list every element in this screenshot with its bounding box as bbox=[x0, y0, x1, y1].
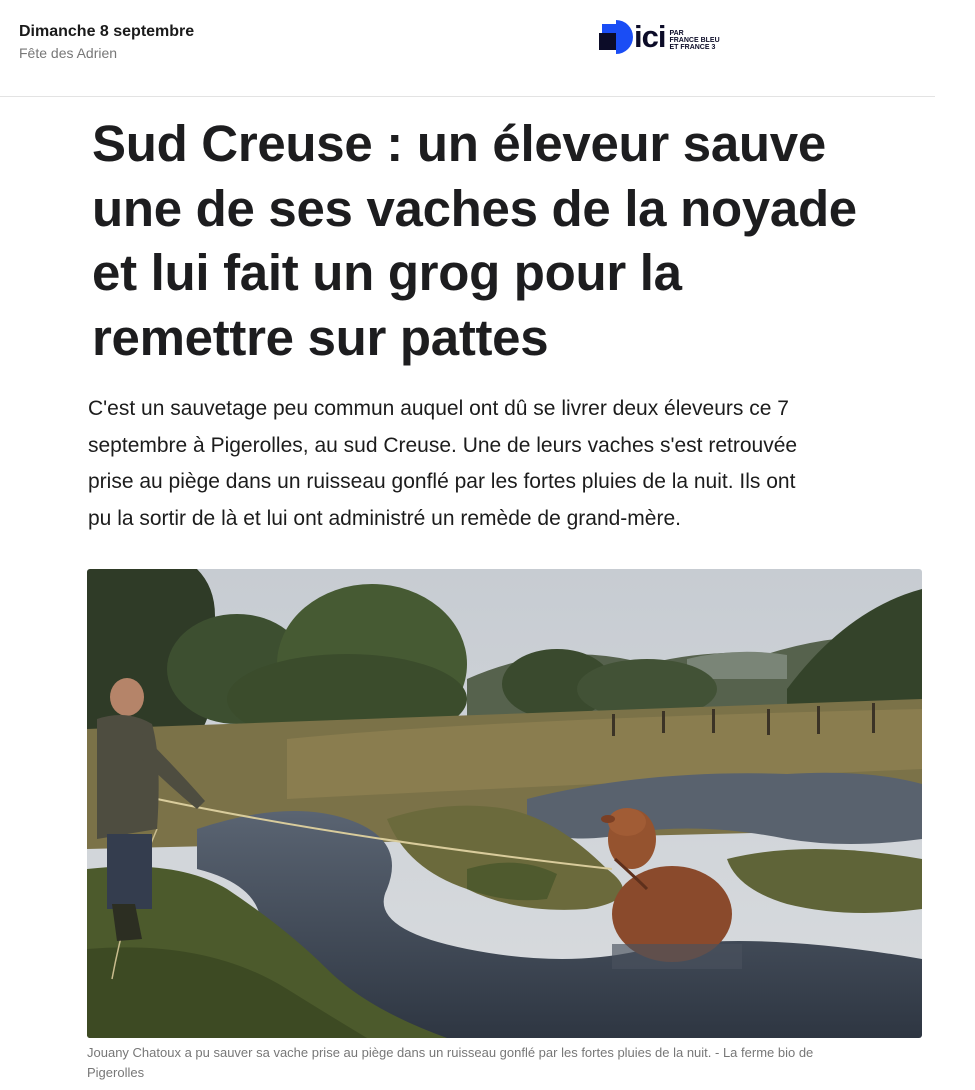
logo-sub-line: PAR bbox=[669, 29, 684, 37]
lead-line: septembre à Pigerolles, au sud Creuse. Une de leurs vaches s'est retrouvée bbox=[88, 433, 798, 457]
logo-sub-line: ET FRANCE 3 bbox=[669, 43, 716, 51]
cow-in-stream-photo bbox=[87, 569, 922, 1038]
current-date: Dimanche 8 septembre bbox=[19, 23, 195, 40]
ici-logo-mark-icon bbox=[599, 20, 633, 54]
date-block bbox=[19, 22, 194, 63]
article-headline bbox=[92, 112, 942, 370]
caption-line: Jouany Chatoux a pu sauver sa vache prise au piège dans un ruisseau gonflé par les fortes pluies de la nuit. - La ferme bio de bbox=[87, 1045, 814, 1060]
logo-sub-line: FRANCE BLEU bbox=[669, 36, 720, 44]
headline-line: une de ses vaches de la noyade bbox=[92, 179, 857, 237]
photo-caption bbox=[87, 1043, 917, 1083]
headline-line: Sud Creuse : un éleveur sauve bbox=[92, 115, 826, 172]
ici-logo-word: ici bbox=[634, 19, 666, 54]
headline-line: remettre sur pattes bbox=[92, 308, 549, 366]
article-photo[interactable] bbox=[87, 569, 922, 1038]
caption-line: Pigerolles bbox=[87, 1065, 145, 1080]
ici-logo[interactable] bbox=[599, 18, 720, 56]
headline-line: et lui fait un grog pour la bbox=[92, 244, 682, 301]
article-lead bbox=[88, 391, 908, 537]
lead-line: pu la sortir de là et lui ont administré un remède de grand-mère. bbox=[88, 506, 681, 530]
lead-line: prise au piège dans un ruisseau gonflé par les fortes pluies de la nuit. Ils ont bbox=[88, 470, 796, 493]
saint-of-day: Fête des Adrien bbox=[19, 45, 118, 61]
ici-logo-subtitle bbox=[669, 24, 719, 51]
lead-line: C'est un sauvetage peu commun auquel ont dû se livrer deux éleveurs ce 7 bbox=[88, 397, 789, 420]
site-header bbox=[0, 0, 935, 97]
